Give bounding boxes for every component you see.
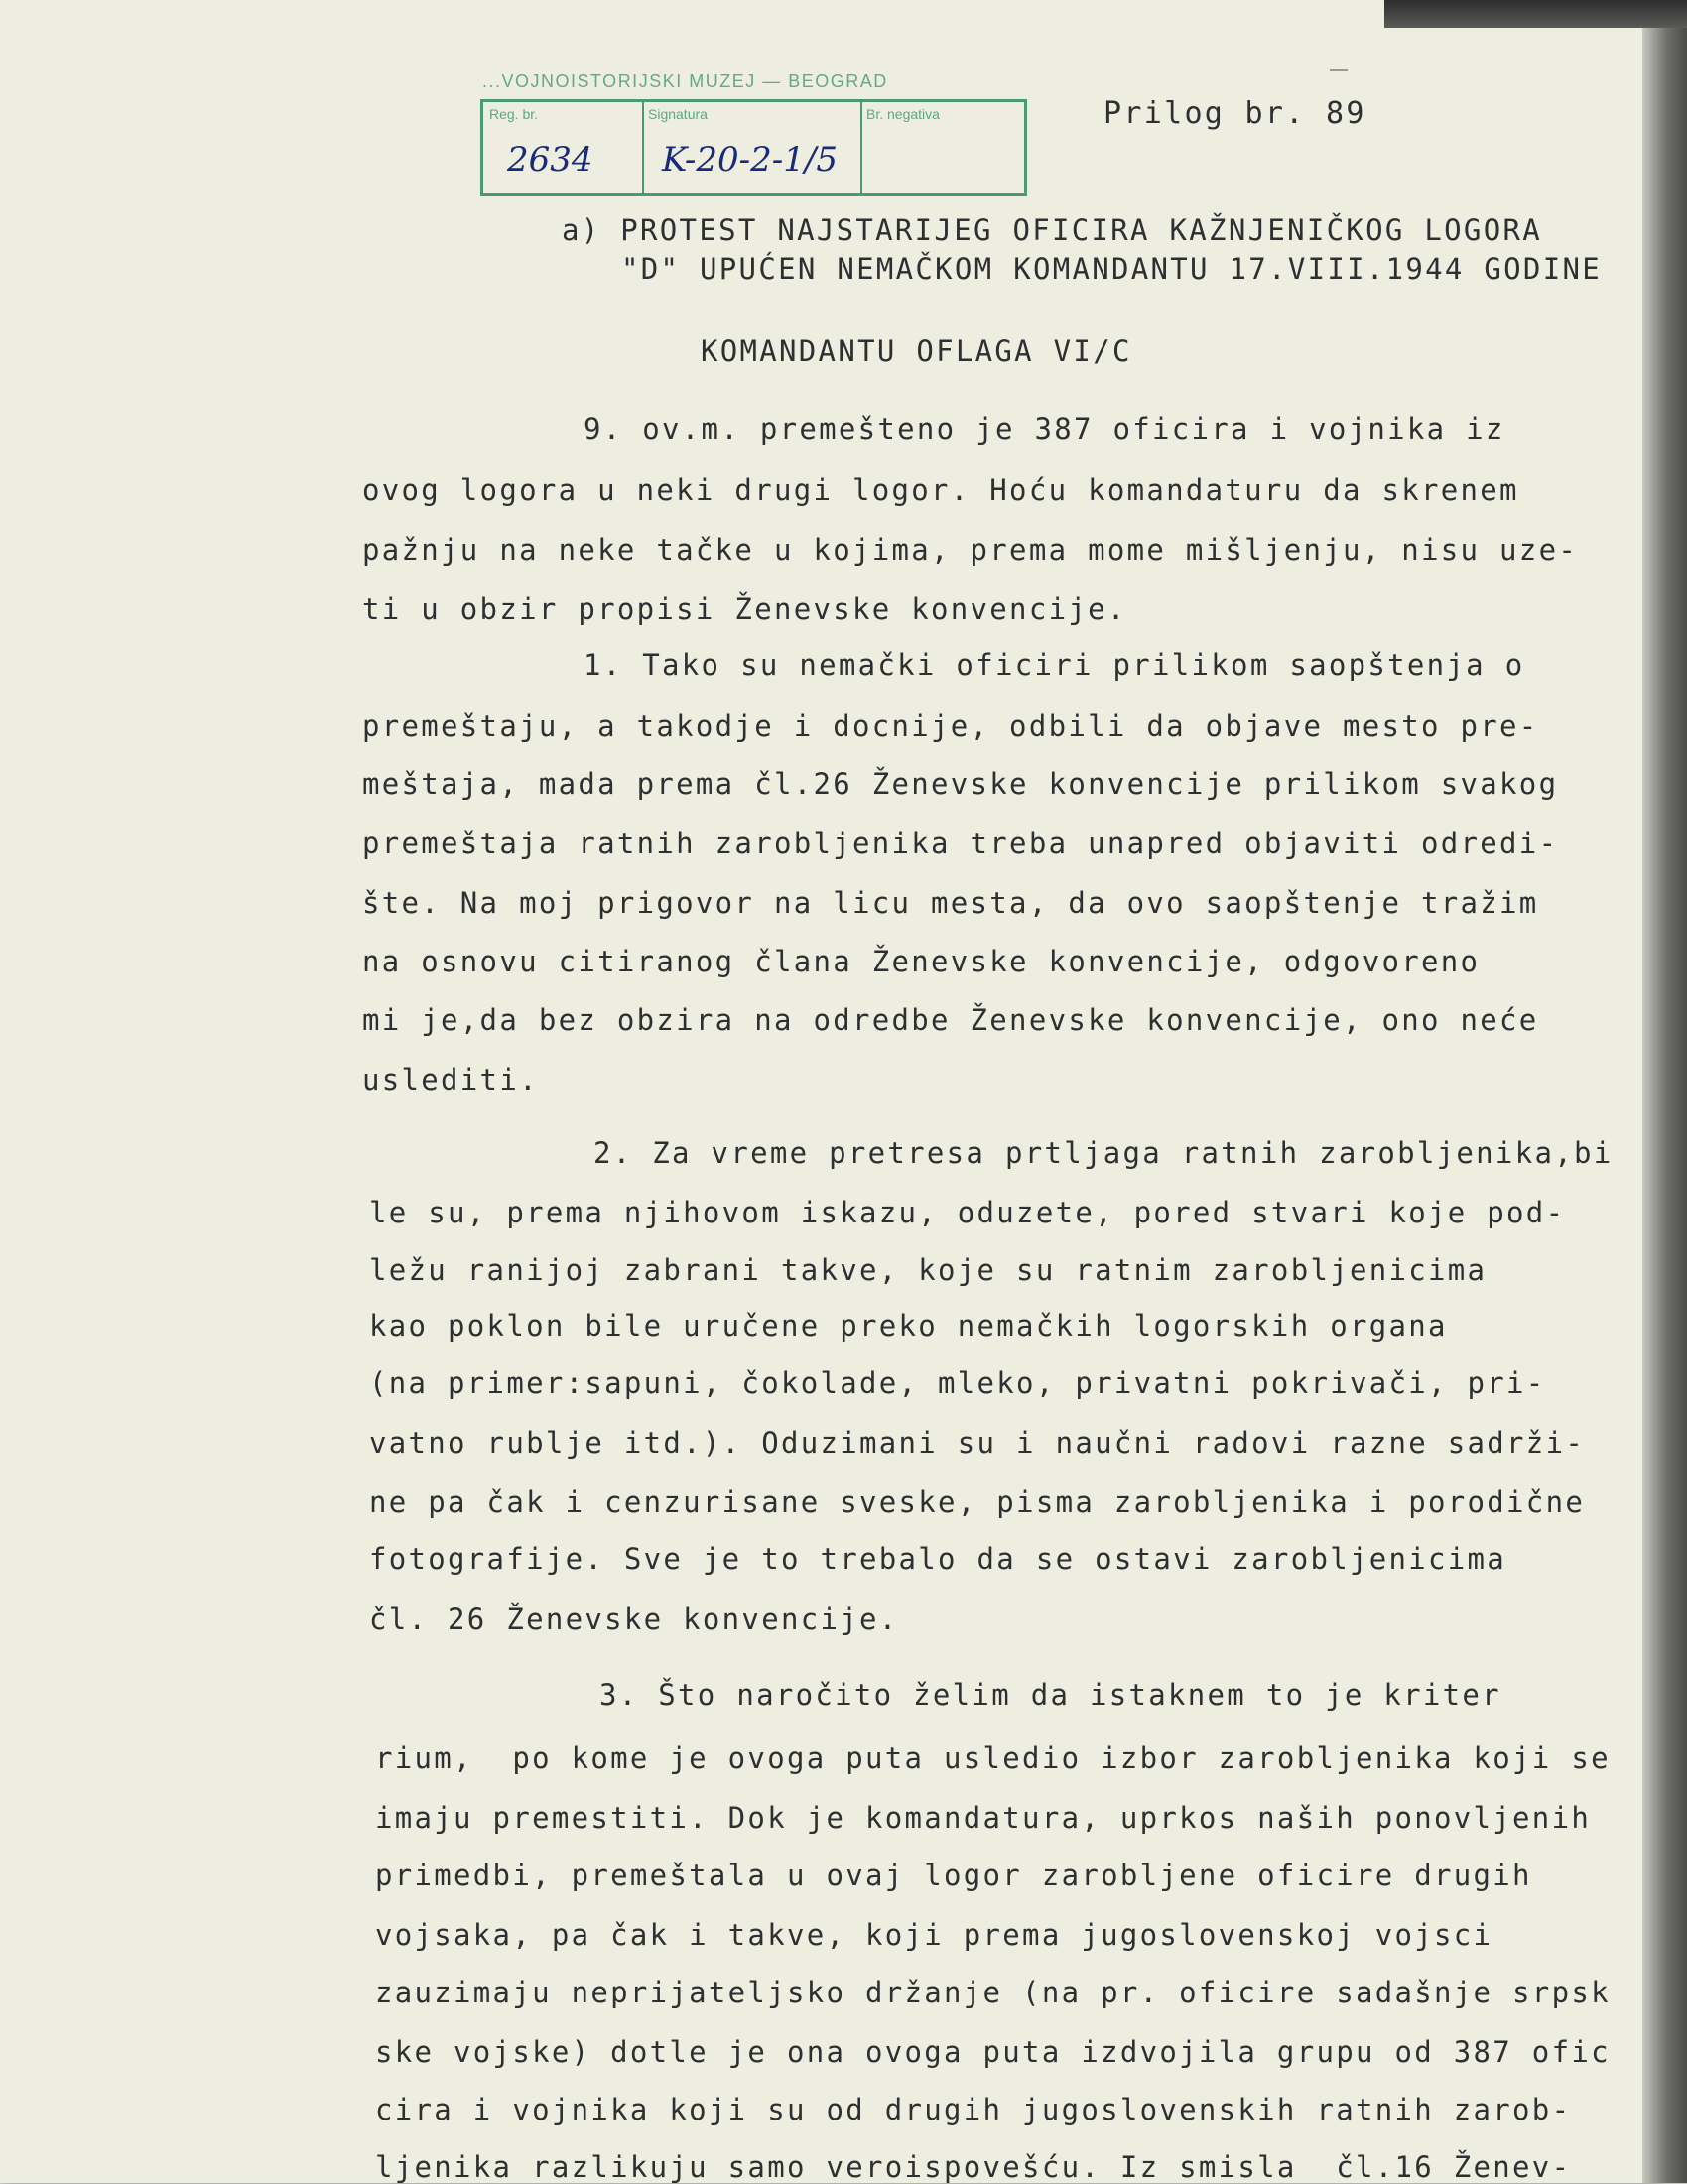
stamp-header: ...VOJNOISTORIJSKI MUZEJ — BEOGRAD: [482, 71, 888, 91]
body-line: rium, po kome je ovoga puta usledio izbor zarobljenika koji se: [375, 1741, 1611, 1775]
body-line: 9. ov.m. premešteno je 387 oficira i vojnika iz: [584, 412, 1505, 446]
body-line: šte. Na moj prigovor na licu mesta, da ovo saopštenje tražim: [362, 886, 1539, 920]
body-line: premeštaju, a takodje i docnije, odbili da objave mesto pre-: [362, 709, 1539, 743]
heading-line-1: a) PROTEST NAJSTARIJEG OFICIRA KAŽNJENIČKOG LOGORA: [562, 213, 1542, 247]
body-line: vojsaka, pa čak i takve, koji prema jugoslovenskoj vojsci: [375, 1918, 1493, 1952]
body-line: ležu ranijoj zabrani takve, koje su ratnim zarobljenicima: [369, 1253, 1488, 1287]
stamp-sig-value: K-20-2-1/5: [662, 140, 839, 180]
body-line: zauzimaju neprijateljsko držanje (na pr. oficire sadašnje srpsk: [375, 1976, 1611, 2009]
body-line: ne pa čak i cenzurisane sveske, pisma zarobljenika i porodične: [369, 1485, 1586, 1519]
body-line: ovog logora u neki drugi logor. Hoću komandaturu da skrenem: [362, 473, 1519, 507]
body-line: le su, prema njihovom iskazu, oduzete, pored stvari koje pod-: [369, 1196, 1566, 1229]
body-line: primedbi, premeštala u ovaj logor zarobljene oficire drugih: [375, 1859, 1532, 1892]
pencil-mark: [1330, 69, 1348, 71]
body-line: 1. Tako su nemački oficiri prilikom saopštenja o: [584, 648, 1525, 682]
attachment-number: Prilog br. 89: [1103, 96, 1366, 131]
page-edge-shadow: [1642, 0, 1687, 2183]
body-line: 2. Za vreme pretresa prtljaga ratnih zarobljenika,bi: [593, 1136, 1614, 1170]
stamp-sig-label: Signatura: [648, 106, 708, 122]
stamp-neg-cell: [860, 102, 1024, 193]
body-line: čl. 26 Ženevske konvencije.: [369, 1603, 899, 1636]
body-line: (na primer:sapuni, čokolade, mleko, privatni pokrivači, pri-: [369, 1366, 1546, 1400]
body-line: pažnju na neke tačke u kojima, prema mome mišljenju, nisu uze-: [362, 533, 1579, 567]
body-line: ti u obzir propisi Ženevske konvencije.: [362, 592, 1127, 626]
stamp-sig-cell: [642, 102, 862, 193]
body-line: fotografije. Sve je to trebalo da se ostavi zarobljenicima: [369, 1542, 1507, 1576]
body-line: na osnovu citiranog člana Ženevske konvencije, odgovoreno: [362, 945, 1481, 978]
body-line: premeštaja ratnih zarobljenika treba unapred objaviti odredi-: [362, 827, 1559, 860]
body-line: ljenika razlikuju samo veroispovešću. Iz smisla čl.16 Ženev-: [375, 2150, 1572, 2184]
addressee: KOMANDANTU OFLAGA VI/C: [701, 334, 1132, 368]
body-line: 3. Što naročito želim da istaknem to je kriter: [599, 1678, 1501, 1712]
heading-line-2: "D" UPUĆEN NEMAČKOM KOMANDANTU 17.VIII.1944 GODINE: [621, 252, 1602, 286]
stamp-reg-cell: [483, 102, 644, 193]
archive-stamp: [480, 99, 1027, 196]
body-line: cira i vojnika koji su od drugih jugoslovenskih ratnih zarob-: [375, 2093, 1572, 2126]
stamp-reg-value: 2634: [507, 140, 593, 180]
scanner-edge: [1384, 0, 1687, 28]
body-line: uslediti.: [362, 1063, 539, 1096]
body-line: meštaja, mada prema čl.26 Ženevske konvencije prilikom svakog: [362, 767, 1559, 801]
body-line: mi je,da bez obzira na odredbe Ženevske konvencije, ono neće: [362, 1003, 1539, 1037]
body-line: imaju premestiti. Dok je komandatura, uprkos naših ponovljenih: [375, 1801, 1592, 1835]
stamp-reg-label: Reg. br.: [489, 106, 539, 122]
stamp-neg-label: Br. negativa: [866, 106, 940, 122]
body-line: vatno rublje itd.). Oduzimani su i naučni radovi razne sadrži-: [369, 1426, 1586, 1460]
body-line: kao poklon bile uručene preko nemačkih logorskih organa: [369, 1309, 1448, 1343]
body-line: ske vojske) dotle je ona ovoga puta izdvojila grupu od 387 ofic: [375, 2035, 1611, 2069]
